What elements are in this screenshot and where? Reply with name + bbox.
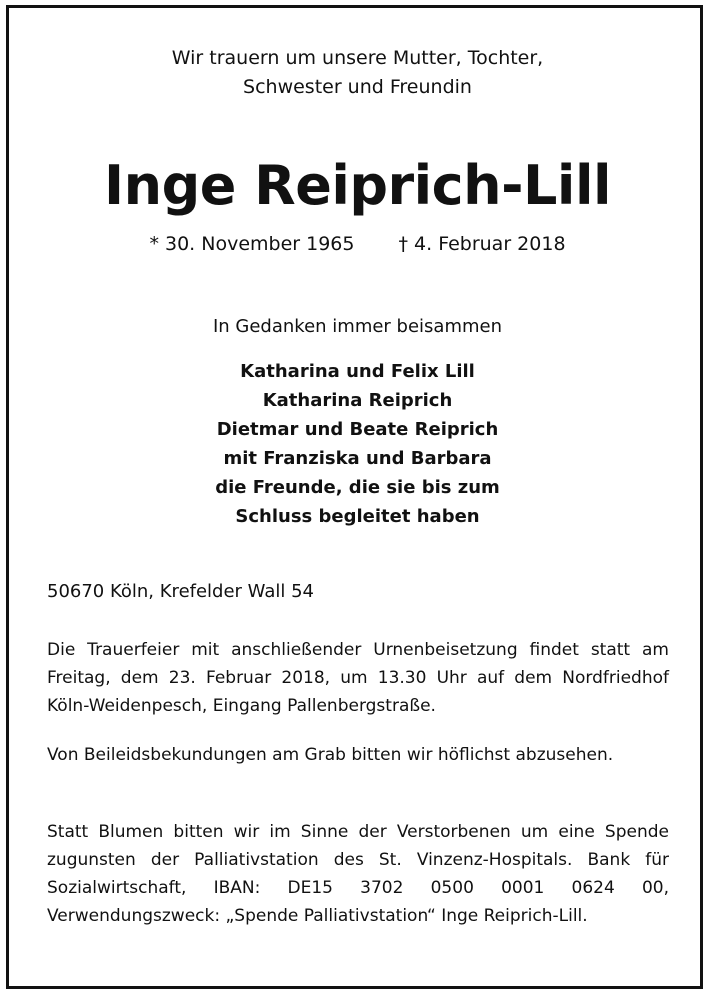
- birth-date: * 30. November 1965: [149, 233, 355, 255]
- condolences-paragraph: Von Beileidsbekundungen am Grab bitten wir höflichst abzusehen.: [47, 745, 614, 765]
- mourner-line: Katharina und Felix Lill: [240, 361, 475, 382]
- address: 50670 Köln, Krefelder Wall 54: [47, 581, 314, 602]
- life-dates: [0, 230, 715, 258]
- mourners-list: [0, 357, 715, 531]
- deceased-name: Inge Reiprich-Lill: [104, 154, 611, 217]
- mourner-line: mit Franziska und Barbara: [223, 448, 492, 469]
- intro-line-2: Schwester und Freundin: [243, 76, 472, 98]
- donation-paragraph: Statt Blumen bitten wir im Sinne der Verstorbenen um eine Spende zugunsten der Palliativstation des St. Vinzenz-Hospitals. Bank für Sozialwirtschaft, IBAN: DE15 3702 0500 0001 0624 00, Verwendungszweck: „Spende Palliativstation“ Inge Reiprich-Lill.: [47, 822, 669, 926]
- remembrance-line: In Gedanken immer beisammen: [212, 316, 503, 337]
- death-date: † 4. Februar 2018: [398, 233, 566, 255]
- intro-text: [0, 44, 715, 102]
- ceremony-paragraph: Die Trauerfeier mit anschließender Urnenbeisetzung findet statt am Freitag, dem 23. Februar 2018, um 13.30 Uhr auf dem Nordfriedhof Köln-Weidenpesch, Eingang Pallenbergstraße.: [47, 640, 669, 716]
- intro-line-1: Wir trauern um unsere Mutter, Tochter,: [171, 47, 544, 69]
- mourner-line: Dietmar und Beate Reiprich: [216, 419, 499, 440]
- mourner-line: Schluss begleitet haben: [235, 506, 480, 527]
- mourner-line: Katharina Reiprich: [262, 390, 453, 411]
- mourner-line: die Freunde, die sie bis zum: [215, 477, 500, 498]
